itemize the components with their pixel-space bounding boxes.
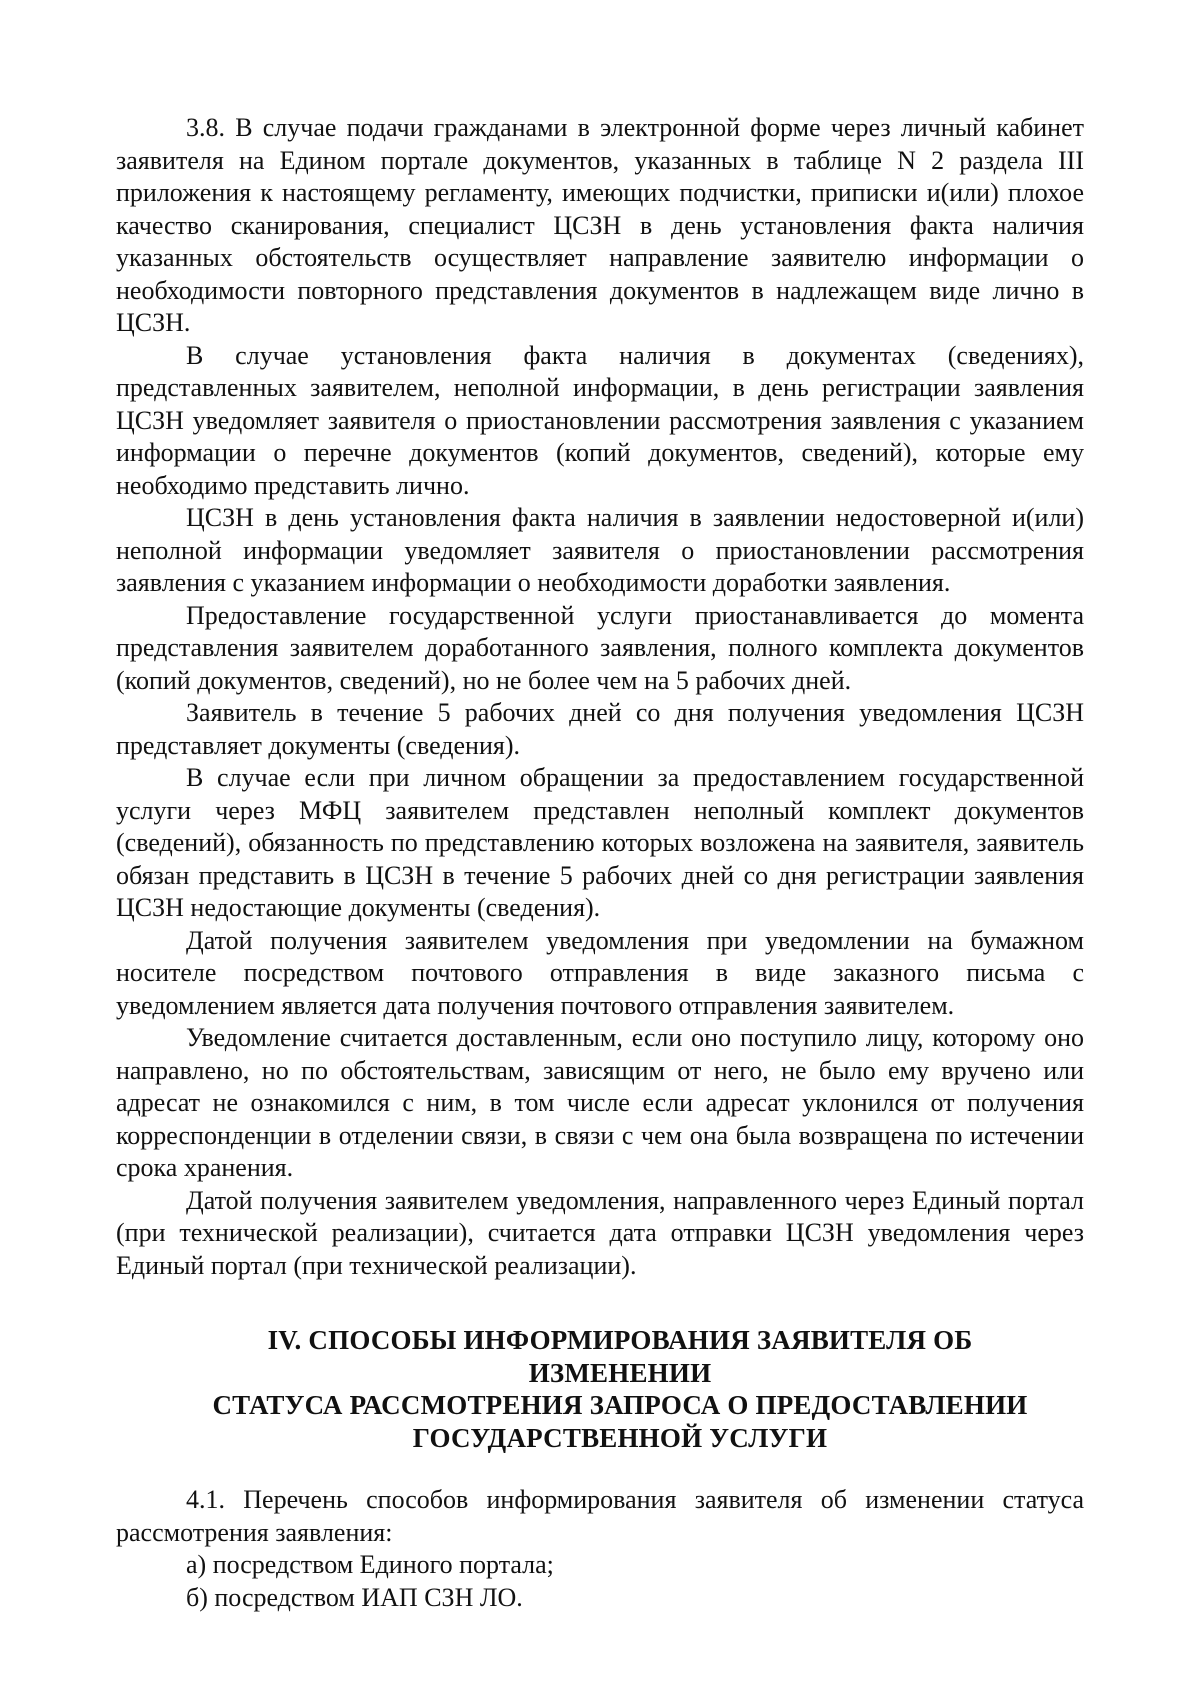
paragraph-postal-notice-date: Датой получения заявителем уведомления при уведомлении на бумажном носителе посредством почтового отправления в виде заказного письма с уведомлением является дата получения почтового отправления заявителем. [116,925,1084,1020]
paragraph-incomplete-info: В случае установления факта наличия в документах (сведениях), представленных заявителем, неполной информации, в день регистрации заявления ЦСЗН уведомляет заявителя о приостановлении рассмотрения заявления с указанием информации о перечне документов (копий документов, сведений), которые ему необходимо представить лично. [116,340,1084,500]
paragraph-notice-delivered: Уведомление считается доставленным, если оно поступило лицу, которому оно направлено, но по обстоятельствам, зависящим от него, не было ему вручено или адресат не ознакомился с ним, в том числе если адресат уклонился от получения корреспонденции в отделении связи, в связи с чем она была возвращена по истечении срока хранения. [116,1023,1084,1182]
paragraph-3-8: 3.8. В случае подачи гражданами в электронной форме через личный кабинет заявителя на Едином портале документов, указанных в таблице N 2 раздела III приложения к настоящему регламенту, имеющих подчистки, приписки и(или) плохое качество сканирования, специалист ЦСЗН в день установления факта наличия указанных обстоятельств осуществляет направление заявителю информации о необходимости повторного представления документов в надлежащем виде лично в ЦСЗН. [116,113,1084,337]
paragraph-suspension: Предоставление государственной услуги приостанавливается до момента представления заявителем доработанного заявления, полного комплекта документов (копий документов, сведений), но не более чем на 5 рабочих дней. [116,600,1084,695]
list-item-portal: а) посредством Единого портала; [186,1550,554,1579]
section-heading-line-3: ГОСУДАРСТВЕННОЙ УСЛУГИ [412,1422,828,1453]
paragraph-4-1: 4.1. Перечень способов информирования заявителя об изменении статуса рассмотрения заявления: [116,1485,1084,1547]
paragraph-portal-notice-date: Датой получения заявителем уведомления, направленного через Единый портал (при технической реализации), считается дата отправки ЦСЗН уведомления через Единый портал (при технической реализации). [116,1185,1084,1280]
section-heading-line-1: IV. СПОСОБЫ ИНФОРМИРОВАНИЯ ЗАЯВИТЕЛЯ ОБ ИЗМЕНЕНИИ [267,1325,973,1388]
section-heading-line-2: СТАТУСА РАССМОТРЕНИЯ ЗАПРОСА О ПРЕДОСТАВЛЕНИИ [212,1390,1028,1420]
paragraph-applicant-deadline: Заявитель в течение 5 рабочих дней со дня получения уведомления ЦСЗН представляет документы (сведения). [116,698,1084,760]
list-item-iap: б) посредством ИАП СЗН ЛО. [186,1582,523,1612]
section-heading-iv [116,1324,1084,1454]
paragraph-mfc-incomplete: В случае если при личном обращении за предоставлением государственной услуги через МФЦ заявителем представлен неполный комплект документов (сведений), обязанность по представлению которых возложена на заявителя, заявитель обязан представить в ЦСЗН в течение 5 рабочих дней со дня регистрации заявления ЦСЗН недостающие документы (сведения). [116,763,1084,922]
document-page [116,112,1084,1614]
paragraph-unreliable-info: ЦСЗН в день установления факта наличия в заявлении недостоверной и(или) неполной информации уведомляет заявителя о приостановлении рассмотрения заявления с указанием информации о необходимости доработки заявления. [116,503,1084,597]
